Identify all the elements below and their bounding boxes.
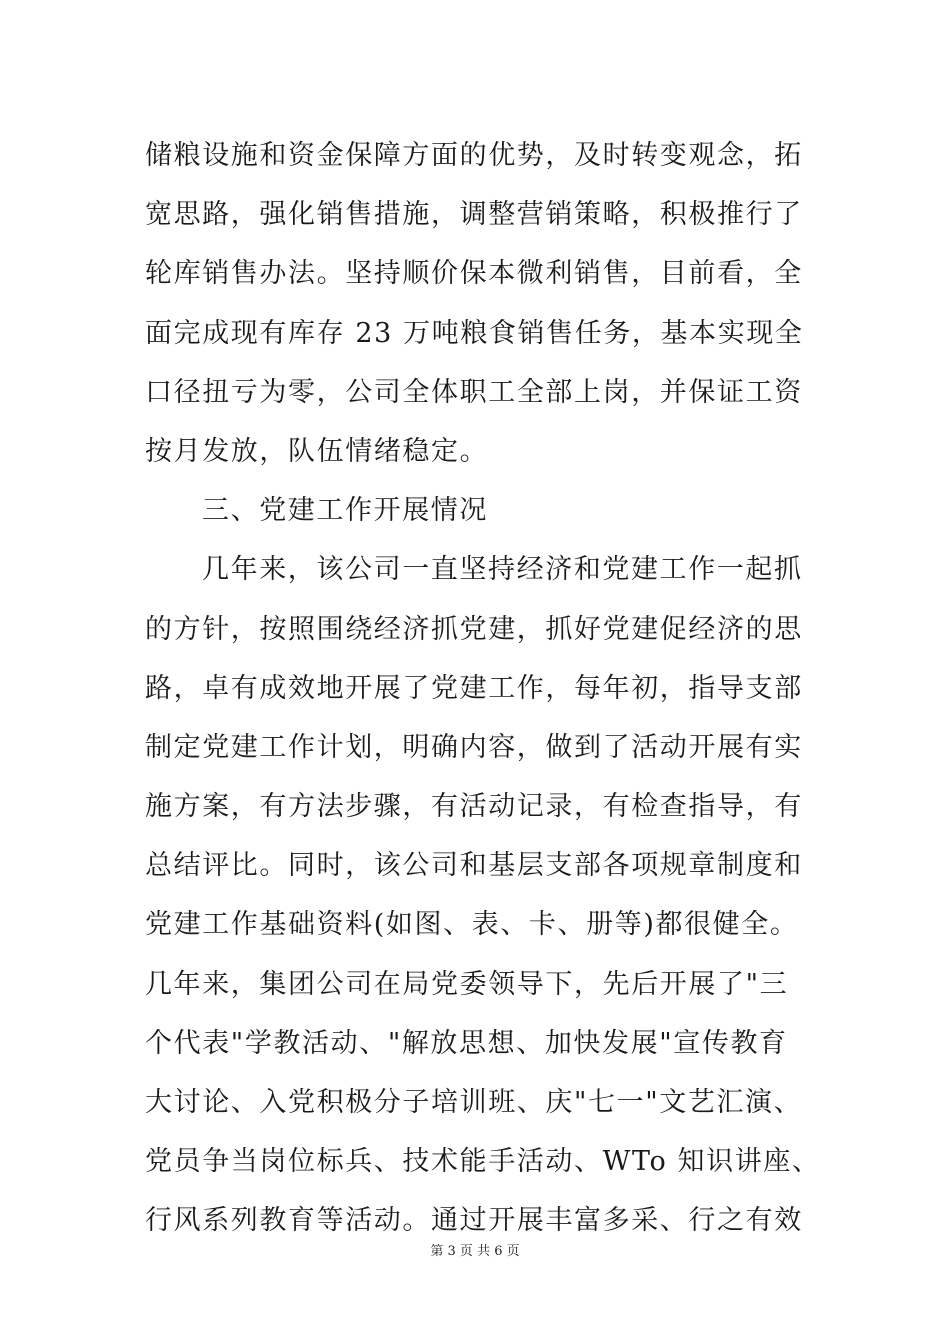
text-line: 的方针，按照围绕经济抓党建，抓好党建促经济的思 — [145, 613, 803, 645]
text-line: 面完成现有库存 23 万吨粮食销售任务，基本实现全 — [145, 317, 804, 349]
text-line: 个代表"学教活动、"解放思想、加快发展"宣传教育 — [145, 1027, 788, 1059]
paragraph-first-line: 几年来，该公司一直坚持经济和党建工作一起抓 — [202, 554, 803, 586]
section-heading: 三、党建工作开展情况 — [202, 495, 488, 527]
text-line: 党员争当岗位标兵、技术能手活动、WTo 知识讲座、 — [145, 1146, 821, 1178]
text-line: 行风系列教育等活动。通过开展丰富多采、行之有效 — [145, 1205, 803, 1237]
text-line: 几年来，集团公司在局党委领导下，先后开展了"三 — [145, 968, 789, 1000]
text-line: 党建工作基础资料(如图、表、卡、册等)都很健全。 — [145, 909, 799, 941]
text-line: 制定党建工作计划，明确内容，做到了活动开展有实 — [145, 731, 803, 763]
text-line: 口径扭亏为零，公司全体职工全部上岗，并保证工资 — [145, 376, 803, 408]
text-line: 按月发放，队伍情绪稳定。 — [145, 435, 489, 467]
text-line: 大讨论、入党积极分子培训班、庆"七一"文艺汇演、 — [145, 1087, 803, 1118]
text-line: 路，卓有成效地开展了党建工作，每年初，指导支部 — [145, 672, 803, 704]
text-line: 总结评比。同时，该公司和基层支部各项规章制度和 — [145, 850, 803, 882]
body-text — [145, 126, 821, 1251]
text-line: 储粮设施和资金保障方面的优势，及时转变观念，拓 — [145, 140, 803, 171]
text-line: 施方案，有方法步骤，有活动记录，有检查指导，有 — [145, 791, 803, 823]
text-line: 宽思路，强化销售措施，调整营销策略，积极推行了 — [145, 199, 803, 231]
page-number-footer: 第 3 页 共 6 页 — [430, 1244, 520, 1259]
text-line: 轮库销售办法。坚持顺价保本微利销售，目前看，全 — [145, 258, 803, 290]
